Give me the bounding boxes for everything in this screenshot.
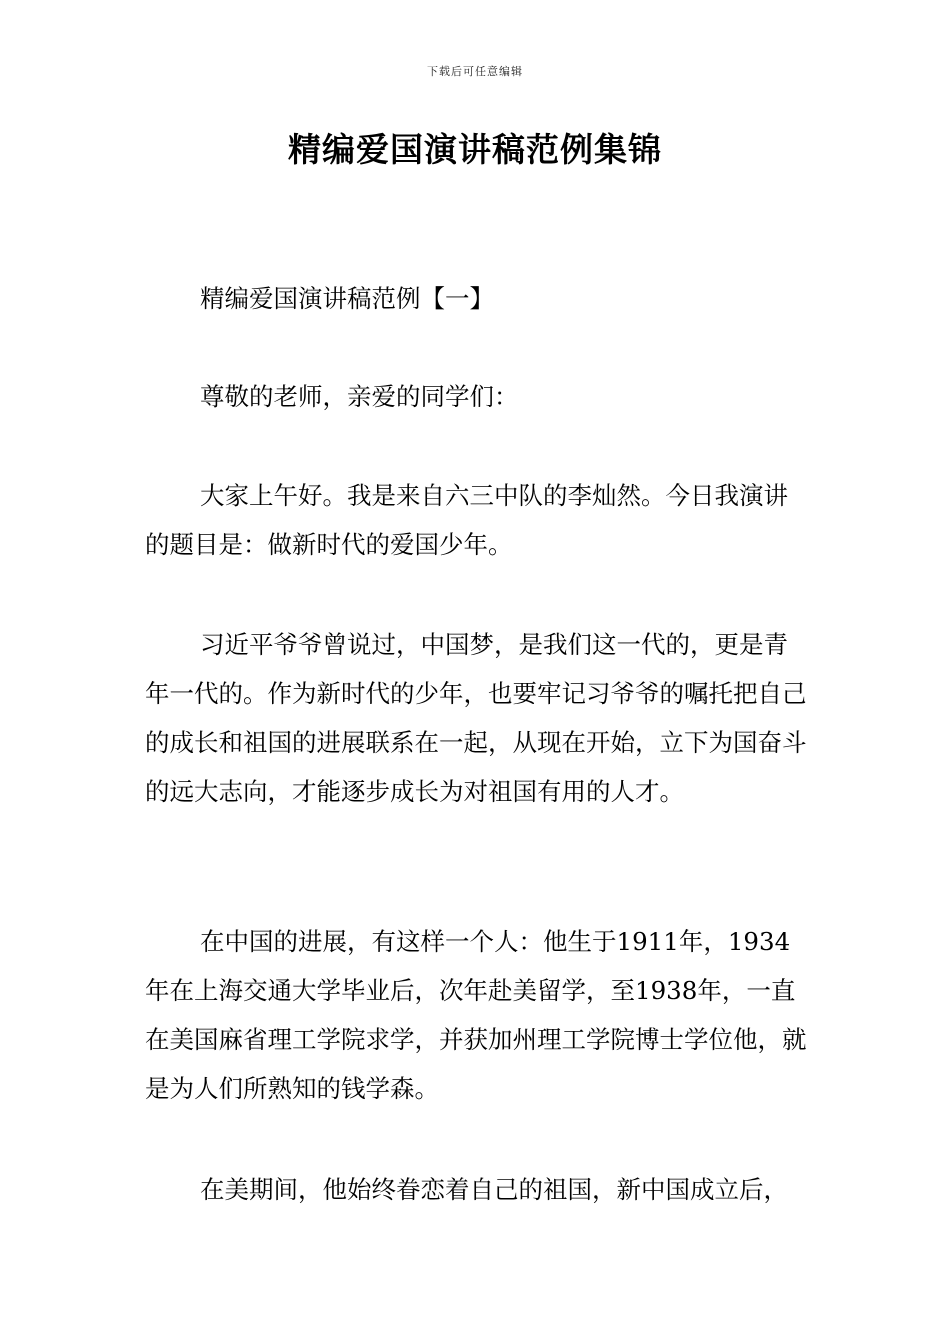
document-title: 精编爱国演讲稿范例集锦 bbox=[288, 130, 662, 169]
paragraph-3: 在中国的进展，有这样一个人：他生于1911年，1934年在上海交通大学毕业后，次年赴美留学，至1938年，一直在美国麻省理工学院求学，并获加州理工学院博士学位他，就是为人们所熟知的钱学森。 bbox=[145, 927, 807, 1103]
section-heading: 精编爱国演讲稿范例【一】 bbox=[200, 284, 494, 313]
header-note: 下载后可任意编辑 bbox=[427, 65, 523, 78]
paragraph-2: 习近平爷爷曾说过，中国梦，是我们这一代的，更是青年一代的。作为新时代的少年，也要牢记习爷爷的嘱托把自己的成长和祖国的进展联系在一起，从现在开始，立下为国奋斗的远大志向，才能逐步成长为对祖国有用的人才。 bbox=[145, 630, 807, 806]
paragraph-1: 大家上午好。我是来自六三中队的李灿然。今日我演讲的题目是：做新时代的爱国少年。 bbox=[145, 481, 788, 559]
greeting-line: 尊敬的老师，亲爱的同学们： bbox=[200, 382, 519, 411]
paragraph-4: 在美期间，他始终眷恋着自己的祖国，新中国成立后， bbox=[200, 1175, 788, 1204]
